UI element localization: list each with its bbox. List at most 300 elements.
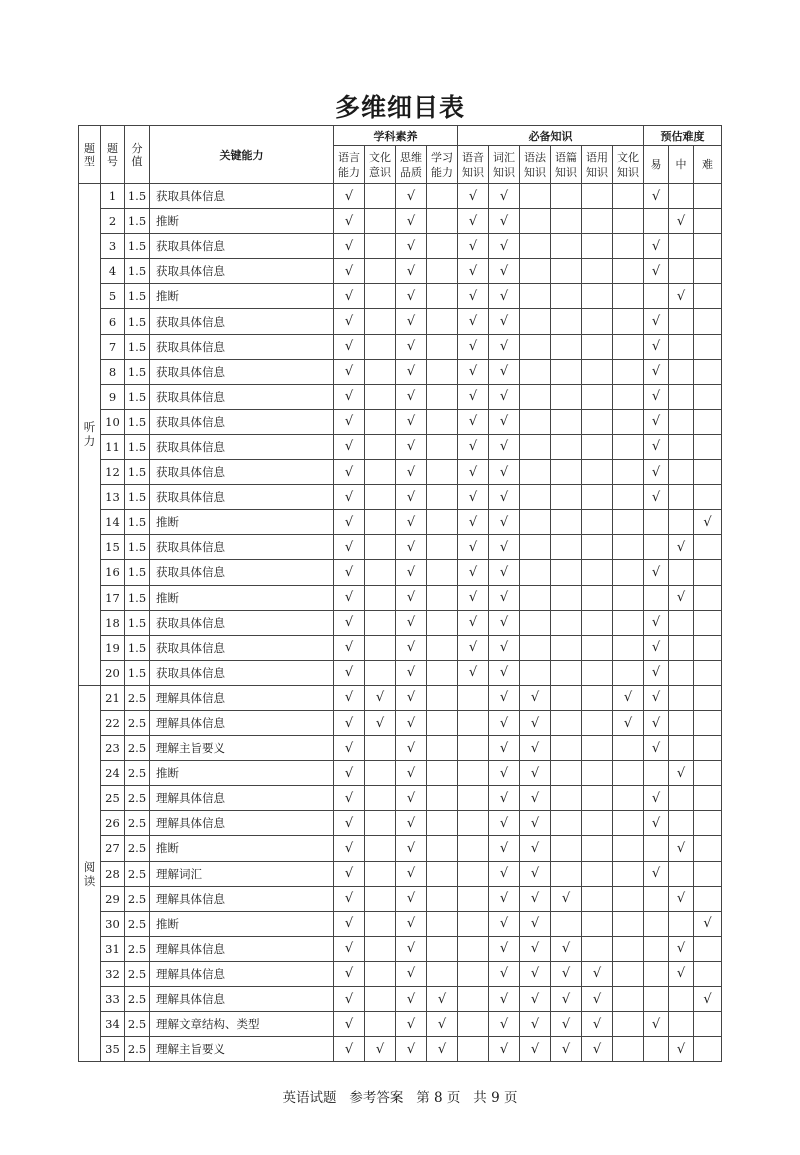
check-cell: [551, 485, 582, 510]
check-mark: √: [344, 1016, 354, 1032]
check-cell: [694, 485, 722, 510]
check-cell: [520, 610, 551, 635]
check-cell: [582, 761, 613, 786]
check-mark: √: [499, 188, 509, 204]
check-cell: [396, 485, 427, 510]
check-cell: [582, 560, 613, 585]
subheader-line: 学习: [431, 150, 453, 164]
check-cell: [396, 911, 427, 936]
check-mark: √: [651, 690, 661, 706]
check-cell: [669, 234, 694, 259]
check-mark: √: [406, 690, 416, 706]
check-mark: √: [406, 263, 416, 279]
check-cell: [551, 761, 582, 786]
check-mark: √: [468, 364, 478, 380]
check-cell: [396, 736, 427, 761]
check-mark: √: [375, 715, 385, 731]
check-mark: √: [676, 765, 686, 781]
check-cell: [489, 685, 520, 710]
check-cell: [396, 535, 427, 560]
check-cell: [427, 861, 458, 886]
check-cell: [427, 284, 458, 309]
check-cell: [365, 685, 396, 710]
check-mark: √: [651, 188, 661, 204]
key-ability: 推断: [150, 761, 334, 786]
question-number: 35: [101, 1037, 125, 1062]
check-cell: [582, 836, 613, 861]
check-mark: √: [344, 539, 354, 555]
question-score: 2.5: [125, 886, 150, 911]
check-cell: [669, 184, 694, 209]
check-mark: √: [530, 765, 540, 781]
check-cell: [613, 736, 644, 761]
check-cell: [520, 936, 551, 961]
header-essential-knowledge: 必备知识: [458, 126, 644, 146]
check-cell: [582, 384, 613, 409]
check-mark: √: [530, 891, 540, 907]
table-row: [79, 861, 722, 886]
check-cell: [520, 987, 551, 1012]
check-mark: √: [651, 389, 661, 405]
question-number: 13: [101, 485, 125, 510]
table-row: [79, 535, 722, 560]
check-cell: [334, 861, 365, 886]
key-ability: 获取具体信息: [150, 635, 334, 660]
question-number: 23: [101, 736, 125, 761]
subheader-line: 知识: [586, 165, 608, 179]
check-cell: [669, 886, 694, 911]
check-cell: [551, 861, 582, 886]
check-cell: [613, 987, 644, 1012]
check-mark: √: [499, 590, 509, 606]
check-cell: [613, 384, 644, 409]
check-cell: [551, 736, 582, 761]
check-mark: √: [468, 514, 478, 530]
check-cell: [551, 585, 582, 610]
check-cell: [520, 485, 551, 510]
check-mark: √: [676, 1041, 686, 1057]
check-mark: √: [468, 489, 478, 505]
check-cell: [458, 485, 489, 510]
check-cell: [489, 786, 520, 811]
check-cell: [458, 861, 489, 886]
check-mark: √: [499, 1016, 509, 1032]
check-mark: √: [499, 991, 509, 1007]
check-mark: √: [344, 564, 354, 580]
check-cell: [613, 585, 644, 610]
check-cell: [669, 209, 694, 234]
check-mark: √: [406, 941, 416, 957]
check-cell: [427, 184, 458, 209]
check-mark: √: [344, 840, 354, 856]
check-cell: [489, 660, 520, 685]
check-mark: √: [676, 213, 686, 229]
check-cell: [520, 786, 551, 811]
check-mark: √: [406, 489, 416, 505]
check-cell: [551, 1037, 582, 1062]
question-number: 7: [101, 334, 125, 359]
check-mark: √: [344, 665, 354, 681]
check-cell: [520, 1037, 551, 1062]
check-cell: [365, 786, 396, 811]
check-cell: [365, 409, 396, 434]
check-mark: √: [623, 715, 633, 731]
check-cell: [334, 786, 365, 811]
check-cell: [669, 284, 694, 309]
check-cell: [334, 987, 365, 1012]
table-row: [79, 560, 722, 585]
check-cell: [458, 635, 489, 660]
check-mark: √: [468, 439, 478, 455]
check-cell: [489, 184, 520, 209]
check-mark: √: [676, 288, 686, 304]
check-cell: [489, 886, 520, 911]
check-cell: [334, 811, 365, 836]
question-number: 15: [101, 535, 125, 560]
subheader-line: 能力: [431, 165, 453, 179]
check-cell: [613, 209, 644, 234]
check-mark: √: [344, 590, 354, 606]
check-cell: [520, 710, 551, 735]
check-cell: [334, 309, 365, 334]
check-cell: [551, 936, 582, 961]
check-cell: [520, 284, 551, 309]
check-cell: [458, 961, 489, 986]
check-cell: [458, 535, 489, 560]
check-cell: [669, 710, 694, 735]
table-row: [79, 585, 722, 610]
check-cell: [520, 535, 551, 560]
check-cell: [520, 234, 551, 259]
question-score: 2.5: [125, 736, 150, 761]
question-score: 1.5: [125, 485, 150, 510]
question-score: 1.5: [125, 184, 150, 209]
check-mark: √: [406, 891, 416, 907]
check-cell: [489, 861, 520, 886]
question-score: 1.5: [125, 334, 150, 359]
key-ability: 理解主旨要义: [150, 736, 334, 761]
key-ability: 获取具体信息: [150, 334, 334, 359]
key-ability: 获取具体信息: [150, 234, 334, 259]
check-cell: [694, 409, 722, 434]
check-cell: [669, 836, 694, 861]
table-row: [79, 786, 722, 811]
check-cell: [334, 710, 365, 735]
table-row: [79, 987, 722, 1012]
check-cell: [669, 460, 694, 485]
check-cell: [644, 259, 669, 284]
check-mark: √: [468, 590, 478, 606]
check-cell: [334, 384, 365, 409]
section-label: 听 力: [79, 184, 101, 686]
check-mark: √: [530, 966, 540, 982]
check-cell: [613, 485, 644, 510]
check-cell: [582, 485, 613, 510]
check-mark: √: [499, 213, 509, 229]
check-mark: √: [651, 314, 661, 330]
table-row: [79, 911, 722, 936]
check-cell: [427, 359, 458, 384]
check-mark: √: [499, 564, 509, 580]
check-cell: [520, 510, 551, 535]
check-mark: √: [499, 740, 509, 756]
check-cell: [489, 384, 520, 409]
check-cell: [427, 434, 458, 459]
check-cell: [613, 1012, 644, 1037]
check-cell: [396, 836, 427, 861]
check-mark: √: [623, 690, 633, 706]
check-cell: [644, 987, 669, 1012]
check-cell: [669, 535, 694, 560]
check-cell: [458, 987, 489, 1012]
check-cell: [582, 786, 613, 811]
check-cell: [458, 1012, 489, 1037]
check-mark: √: [499, 288, 509, 304]
check-cell: [551, 811, 582, 836]
check-cell: [520, 811, 551, 836]
check-mark: √: [406, 640, 416, 656]
check-mark: √: [406, 514, 416, 530]
table-row: [79, 510, 722, 535]
check-mark: √: [406, 590, 416, 606]
check-cell: [694, 510, 722, 535]
check-cell: [427, 234, 458, 259]
check-cell: [489, 585, 520, 610]
page-footer: 英语试题 参考答案 第 8 页 共 9 页: [282, 1090, 518, 1106]
check-cell: [582, 861, 613, 886]
key-ability: 获取具体信息: [150, 309, 334, 334]
check-cell: [489, 460, 520, 485]
check-cell: [582, 911, 613, 936]
check-mark: √: [676, 590, 686, 606]
check-cell: [427, 936, 458, 961]
check-cell: [334, 886, 365, 911]
check-mark: √: [406, 339, 416, 355]
check-cell: [365, 961, 396, 986]
check-mark: √: [468, 339, 478, 355]
check-mark: √: [344, 339, 354, 355]
check-mark: √: [344, 288, 354, 304]
check-cell: [551, 987, 582, 1012]
check-cell: [551, 786, 582, 811]
check-mark: √: [499, 840, 509, 856]
check-cell: [458, 585, 489, 610]
check-cell: [365, 334, 396, 359]
question-number: 32: [101, 961, 125, 986]
check-cell: [427, 886, 458, 911]
check-mark: √: [406, 966, 416, 982]
check-cell: [489, 811, 520, 836]
check-cell: [427, 660, 458, 685]
question-score: 2.5: [125, 936, 150, 961]
check-cell: [396, 961, 427, 986]
check-cell: [458, 409, 489, 434]
check-cell: [458, 660, 489, 685]
subheader-line: 文化: [369, 150, 391, 164]
check-cell: [458, 836, 489, 861]
check-mark: √: [499, 539, 509, 555]
question-number: 26: [101, 811, 125, 836]
check-cell: [334, 334, 365, 359]
section-label: 阅 读: [79, 685, 101, 1061]
check-cell: [489, 911, 520, 936]
check-cell: [551, 334, 582, 359]
question-score: 2.5: [125, 710, 150, 735]
check-mark: √: [437, 1041, 447, 1057]
check-cell: [613, 635, 644, 660]
check-cell: [489, 635, 520, 660]
question-score: 1.5: [125, 460, 150, 485]
check-cell: [334, 736, 365, 761]
subheader-0: [334, 146, 365, 184]
check-cell: [520, 384, 551, 409]
check-mark: √: [344, 790, 354, 806]
check-mark: √: [344, 464, 354, 480]
check-cell: [582, 886, 613, 911]
check-cell: [334, 184, 365, 209]
check-cell: [669, 560, 694, 585]
check-mark: √: [499, 364, 509, 380]
question-number: 2: [101, 209, 125, 234]
subheader-line: 词汇: [493, 150, 515, 164]
check-cell: [669, 585, 694, 610]
check-mark: √: [344, 489, 354, 505]
check-mark: √: [344, 640, 354, 656]
check-mark: √: [468, 263, 478, 279]
check-mark: √: [651, 564, 661, 580]
check-cell: [694, 535, 722, 560]
check-cell: [694, 284, 722, 309]
check-cell: [613, 911, 644, 936]
check-mark: √: [406, 439, 416, 455]
check-cell: [644, 359, 669, 384]
check-cell: [644, 685, 669, 710]
check-cell: [694, 434, 722, 459]
check-cell: [365, 234, 396, 259]
check-mark: √: [468, 238, 478, 254]
check-mark: √: [499, 765, 509, 781]
check-cell: [582, 1012, 613, 1037]
check-mark: √: [530, 991, 540, 1007]
check-cell: [551, 886, 582, 911]
table-row: [79, 234, 722, 259]
subheader-3: [427, 146, 458, 184]
table-row: [79, 961, 722, 986]
check-cell: [489, 560, 520, 585]
check-mark: √: [703, 514, 712, 530]
check-cell: [396, 284, 427, 309]
check-cell: [644, 184, 669, 209]
check-cell: [582, 936, 613, 961]
check-cell: [427, 836, 458, 861]
check-mark: √: [406, 1041, 416, 1057]
check-cell: [427, 384, 458, 409]
check-cell: [458, 359, 489, 384]
check-cell: [334, 685, 365, 710]
question-score: 1.5: [125, 259, 150, 284]
table-row: [79, 434, 722, 459]
check-mark: √: [468, 314, 478, 330]
check-mark: √: [406, 1016, 416, 1032]
check-mark: √: [375, 1041, 385, 1057]
check-mark: √: [676, 966, 686, 982]
check-cell: [694, 184, 722, 209]
check-mark: √: [703, 991, 712, 1007]
check-cell: [582, 710, 613, 735]
table-row: [79, 936, 722, 961]
check-cell: [644, 961, 669, 986]
subheader-line: 知识: [493, 165, 515, 179]
check-cell: [551, 259, 582, 284]
check-mark: √: [344, 941, 354, 957]
check-mark: √: [406, 615, 416, 631]
check-cell: [613, 259, 644, 284]
check-cell: [458, 234, 489, 259]
check-mark: √: [344, 765, 354, 781]
check-mark: √: [561, 966, 571, 982]
check-mark: √: [344, 740, 354, 756]
key-ability: 获取具体信息: [150, 610, 334, 635]
check-mark: √: [499, 790, 509, 806]
check-mark: √: [344, 364, 354, 380]
check-cell: [396, 987, 427, 1012]
check-cell: [520, 635, 551, 660]
question-score: 1.5: [125, 610, 150, 635]
check-cell: [334, 209, 365, 234]
check-mark: √: [406, 414, 416, 430]
check-cell: [582, 359, 613, 384]
question-score: 1.5: [125, 434, 150, 459]
check-cell: [582, 284, 613, 309]
check-cell: [458, 811, 489, 836]
check-mark: √: [651, 339, 661, 355]
check-cell: [520, 761, 551, 786]
check-cell: [334, 585, 365, 610]
check-cell: [551, 836, 582, 861]
check-mark: √: [592, 966, 602, 982]
check-cell: [489, 936, 520, 961]
check-mark: √: [344, 615, 354, 631]
key-ability: 理解具体信息: [150, 710, 334, 735]
check-cell: [644, 1037, 669, 1062]
check-cell: [551, 460, 582, 485]
check-mark: √: [344, 213, 354, 229]
check-cell: [427, 610, 458, 635]
check-mark: √: [468, 288, 478, 304]
check-cell: [334, 259, 365, 284]
check-cell: [427, 535, 458, 560]
check-cell: [520, 1012, 551, 1037]
key-ability: 理解具体信息: [150, 685, 334, 710]
table-row: [79, 384, 722, 409]
check-cell: [365, 259, 396, 284]
key-ability: 推断: [150, 585, 334, 610]
question-score: 1.5: [125, 309, 150, 334]
check-cell: [582, 610, 613, 635]
check-cell: [613, 284, 644, 309]
check-cell: [613, 786, 644, 811]
check-cell: [694, 259, 722, 284]
check-mark: √: [406, 765, 416, 781]
key-ability: 获取具体信息: [150, 259, 334, 284]
check-cell: [520, 961, 551, 986]
check-cell: [520, 184, 551, 209]
check-cell: [551, 610, 582, 635]
check-mark: √: [592, 1016, 602, 1032]
check-cell: [613, 560, 644, 585]
table-row: [79, 635, 722, 660]
check-mark: √: [468, 464, 478, 480]
